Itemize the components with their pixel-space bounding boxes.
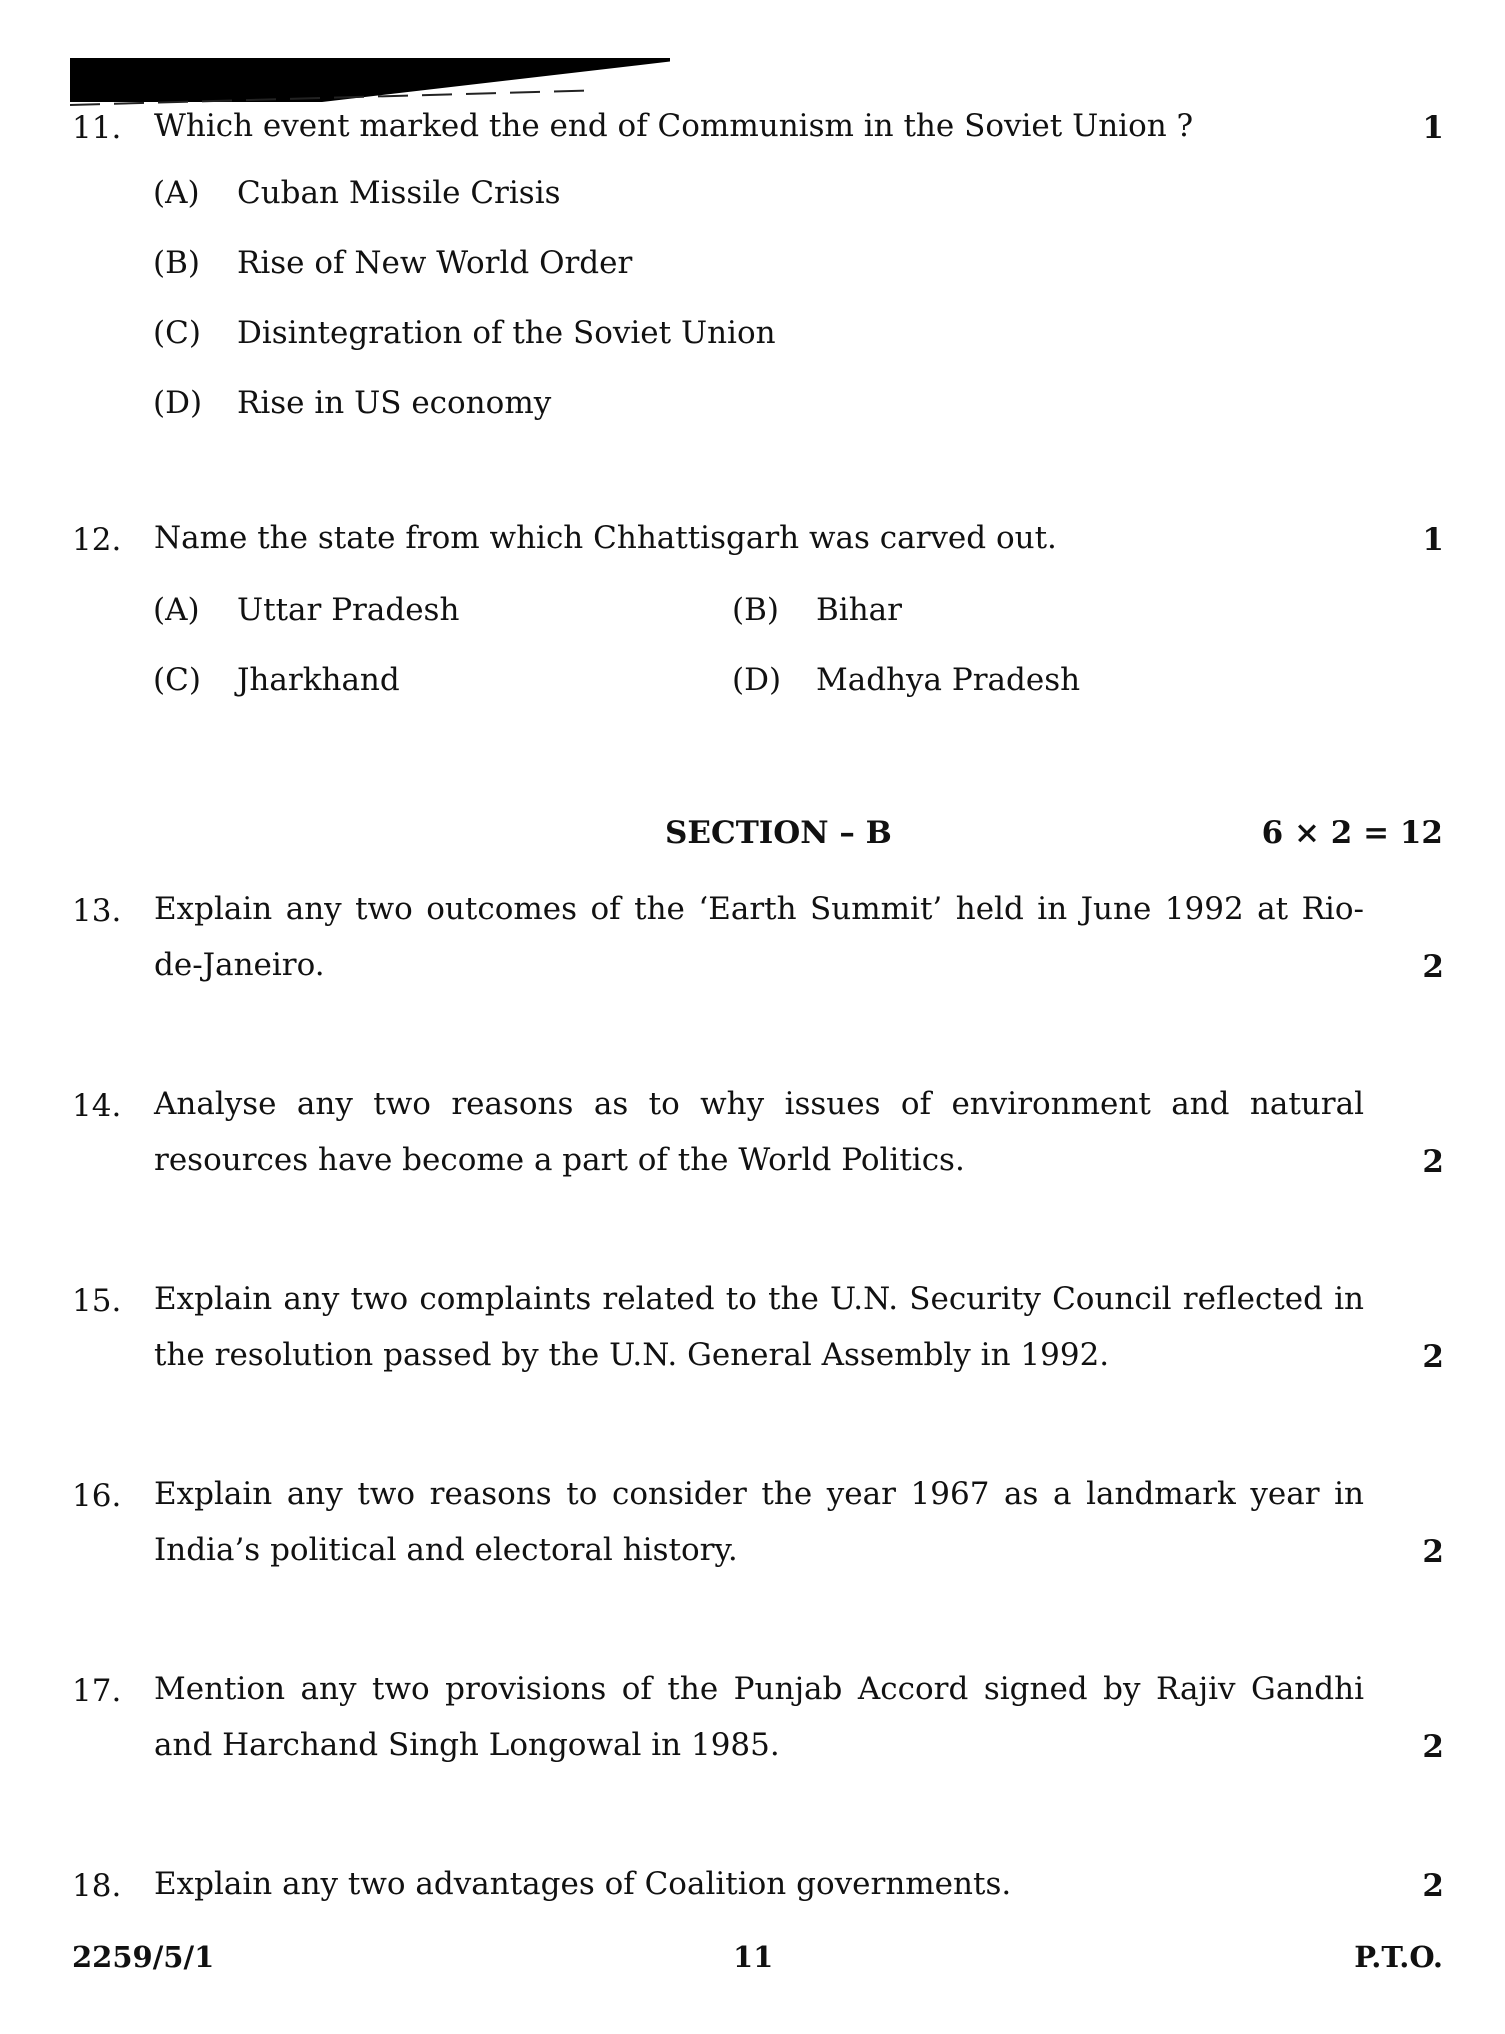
question-number: 15.: [72, 1283, 122, 1319]
section-marks: 6 × 2 = 12: [1261, 815, 1443, 851]
question-marks: 2: [1422, 1868, 1444, 1904]
question-marks: 2: [1422, 949, 1444, 985]
option-label: (D): [153, 385, 203, 421]
question-number: 14.: [72, 1088, 122, 1124]
option-text: Rise of New World Order: [237, 245, 633, 281]
option-text: Uttar Pradesh: [237, 592, 460, 628]
option-label: (C): [153, 662, 201, 698]
question-13: [72, 893, 1444, 1013]
question-marks: 2: [1422, 1534, 1444, 1570]
pto-label: P.T.O.: [1354, 1940, 1443, 1974]
question-number: 18.: [72, 1868, 122, 1904]
option-label: (B): [732, 592, 779, 628]
question-number: 17.: [72, 1673, 122, 1709]
question-12: [72, 522, 1444, 582]
option-text: Cuban Missile Crisis: [237, 175, 561, 211]
question-text: Explain any two reasons to consider the year 1967 as a landmark year in India’s political and electoral history.: [154, 1476, 1364, 1568]
question-text: Which event marked the end of Communism in the Soviet Union ?: [154, 108, 1194, 144]
question-14: [72, 1088, 1444, 1208]
option-label: (A): [153, 175, 200, 211]
question-marks: 1: [1422, 110, 1444, 146]
question-17: [72, 1673, 1444, 1793]
question-16: [72, 1478, 1444, 1598]
question-text: Explain any two complaints related to the U.N. Security Council reflected in the resolution passed by the U.N. General Assembly in 1992.: [154, 1281, 1364, 1373]
question-15: [72, 1283, 1444, 1403]
option-label: (B): [153, 245, 200, 281]
question-text: Name the state from which Chhattisgarh was carved out.: [154, 520, 1057, 556]
paper-code: 2259/5/1: [72, 1940, 215, 1974]
option-text: Rise in US economy: [237, 385, 552, 421]
question-18: [72, 1868, 1444, 1928]
question-text: Analyse any two reasons as to why issues of environment and natural resources have become a part of the World Politics.: [154, 1086, 1364, 1178]
question-text: Explain any two outcomes of the ‘Earth Summit’ held in June 1992 at Rio-de-Janeiro.: [154, 891, 1364, 983]
question-text: Explain any two advantages of Coalition governments.: [154, 1866, 1012, 1902]
question-marks: 2: [1422, 1339, 1444, 1375]
question-marks: 2: [1422, 1144, 1444, 1180]
page-number: 11: [733, 1940, 774, 1974]
question-marks: 2: [1422, 1729, 1444, 1765]
option-label: (D): [732, 662, 782, 698]
option-text: Jharkhand: [237, 662, 400, 698]
question-number: 16.: [72, 1478, 122, 1514]
option-text: Bihar: [816, 592, 902, 628]
section-title: SECTION – B: [665, 815, 892, 851]
question-number: 11.: [72, 110, 122, 146]
question-marks: 1: [1422, 522, 1444, 558]
question-number: 12.: [72, 522, 122, 558]
option-label: (A): [153, 592, 200, 628]
option-text: Madhya Pradesh: [816, 662, 1081, 698]
question-text: Mention any two provisions of the Punjab Accord signed by Rajiv Gandhi and Harchand Singh Longowal in 1985.: [154, 1671, 1364, 1763]
option-label: (C): [153, 315, 201, 351]
option-text: Disintegration of the Soviet Union: [237, 315, 776, 351]
question-number: 13.: [72, 893, 122, 929]
